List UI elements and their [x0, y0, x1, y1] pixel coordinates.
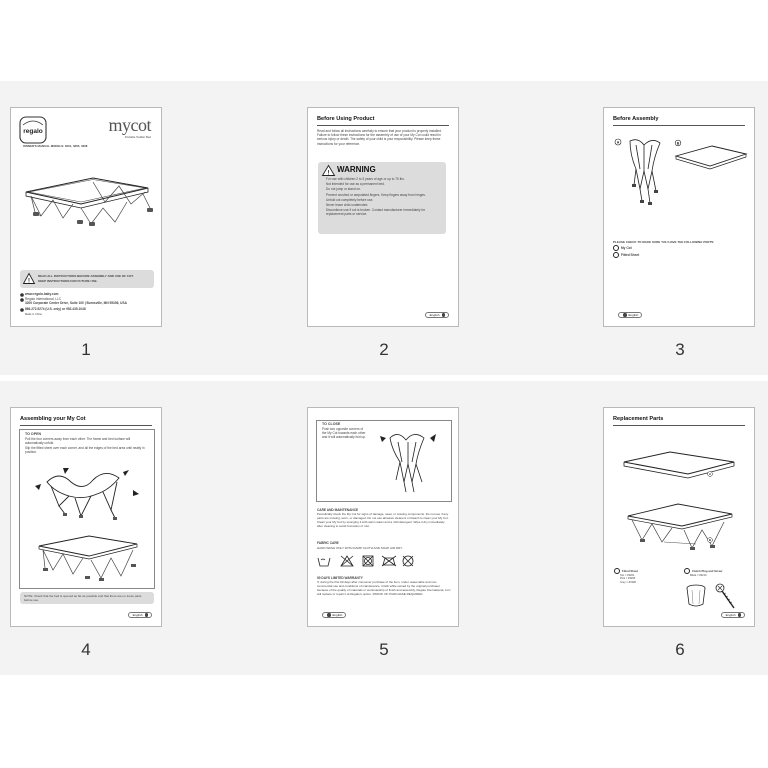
letter-a-icon [613, 245, 619, 251]
language-label: English [725, 613, 736, 617]
part-name: Fitted Sheet [621, 252, 640, 257]
page-number-5: 5 [379, 640, 389, 659]
language-badge [618, 312, 642, 318]
note-text: NOTE: Check that the bed is opened as far as possible and that there are no loose parts before use. [24, 593, 142, 602]
folding-cot-illustration [376, 424, 446, 494]
language-badge [128, 612, 152, 618]
company: Regalo International, LLC [25, 297, 62, 301]
warning-banner [20, 270, 154, 288]
svg-text:!: ! [28, 278, 30, 285]
part-name: Fitted Sheet [622, 568, 639, 573]
part-name: My Cot [621, 245, 632, 250]
warranty-heading: 90 DAYS LIMITED WARRANTY [317, 576, 363, 580]
page-number-1: 1 [81, 340, 91, 359]
brand-text: regalo [23, 128, 43, 135]
warning-title: WARNING [337, 165, 376, 174]
language-badge [322, 612, 346, 618]
title-divider [20, 425, 152, 426]
section-heading: TO CLOSE [322, 422, 341, 426]
unfolding-cot-illustration [19, 460, 155, 520]
warning-item: For use with children 2 to 5 years of age or up to 75 lbs. [326, 177, 405, 181]
warning-item: Do not jump or stand on. [326, 187, 361, 192]
page-dot-icon [623, 313, 627, 317]
page-number-3: 3 [675, 340, 685, 359]
letter-b-icon [613, 252, 619, 258]
building-icon [20, 298, 24, 302]
page-number-6: 6 [675, 640, 685, 659]
page-thumbnail-5[interactable] [307, 407, 459, 627]
care-text: Periodically check the My Cot for signs of damage, wear, or missing components. Do not use if any parts are missing, worn, or damaged. Do not use abrasive cleaners or bleach to clean your My Cot. Clean your My Cot by sponging it with warm water and a mild detergent. Wipe it dry immediately after cleaning to avoid formation of rust. [317, 512, 449, 528]
page-number-4: 4 [81, 640, 91, 659]
part-a-block [614, 568, 638, 584]
parts-check-heading: PLEASE CHECK TO MAKE SURE YOU HAVE THE FOLLOWING PARTS: [613, 240, 715, 244]
language-badge [721, 612, 745, 618]
warning-item: Not intended for use as a permanent bed. [326, 182, 385, 187]
phone-icon [20, 308, 24, 312]
page-number-2: 2 [379, 340, 389, 359]
folded-cot-illustration [614, 135, 674, 210]
product-name: mycot [108, 115, 151, 135]
parts-list [613, 245, 639, 258]
title-divider [317, 125, 449, 126]
language-badge [425, 312, 449, 318]
care-symbols [317, 554, 417, 568]
warning-line-1: READ ALL INSTRUCTIONS BEFORE ASSEMBLY AND USE OF COT. [38, 274, 134, 278]
language-label: English [332, 613, 343, 617]
warning-item: Unfold cot completely before use. [326, 197, 374, 202]
care-heading: CARE AND MAINTENANCE [317, 508, 359, 512]
page-dot-icon [442, 313, 446, 317]
open-cot-illustration [19, 524, 155, 586]
part-code: Tan = #3201 [620, 574, 635, 577]
label-a: A [616, 140, 620, 145]
intro-text: Read and follow all instructions carefully to ensure that your product is properly installed. Failure to follow these instructions for the assembly of use of your My Cot could result in serious injury or death. The safety of your child is your responsibility. Please keep these instructions for your reference. [317, 129, 442, 146]
step-1: Pull the four corners away from each other. The frame and bed surface will automatically unfold. [25, 437, 131, 446]
manual-models: OWNER'S MANUAL MODELS: 3201, 3265, 3308 [23, 144, 88, 148]
made-in: Made in China [25, 313, 42, 316]
part-code: Pink = #3265 [620, 577, 636, 581]
part-code: Black = #3210 [690, 574, 707, 577]
globe-icon [20, 293, 24, 297]
page-title: Replacement Parts [613, 416, 664, 422]
list-item [613, 245, 639, 251]
warning-item: Discontinue use if cot is broken. Contact manufacturer immediately for replacement parts or service. [326, 208, 426, 217]
warning-item: Never leave child unattended. [326, 203, 369, 208]
warning-box [318, 162, 446, 234]
warning-icon [23, 273, 35, 284]
step-2: Slip the fitted sheet over each corner, and all the edges of the bed area until neatly in position. [25, 446, 145, 455]
page-thumbnail-1[interactable] [10, 107, 162, 327]
page-dot-icon [738, 613, 742, 617]
plug-and-screw-illustration [682, 582, 742, 614]
address: 3200 Corporate Center Drive, Suite 100 | Burnsville, MN 55306, USA [25, 301, 127, 305]
language-label: English [628, 313, 639, 317]
page-thumbnail-3[interactable] [603, 107, 755, 327]
page-dot-icon [145, 613, 149, 617]
page-dot-icon [327, 613, 331, 617]
page-thumbnail-6[interactable] [603, 407, 755, 627]
page-thumbnail-4[interactable] [10, 407, 162, 627]
part-code: Grey = #3308 [620, 580, 636, 584]
page-title: Before Using Product [317, 116, 375, 122]
language-label: English [132, 613, 143, 617]
page-title: Assembling your My Cot [20, 416, 86, 422]
fitted-sheet-illustration [670, 138, 750, 178]
sheet-diagram [612, 448, 748, 494]
label-b: B [708, 538, 712, 543]
label-a: A [708, 472, 712, 477]
warning-icon [322, 165, 335, 176]
list-item [613, 252, 639, 258]
label-b: B [676, 141, 680, 146]
cot-frame-diagram [612, 496, 748, 556]
title-divider [613, 425, 745, 426]
title-divider [613, 125, 745, 126]
cot-illustration [11, 152, 162, 232]
product-subtitle: Portable Toddler Bed [124, 135, 151, 139]
svg-text:!: ! [327, 170, 330, 177]
section-heading: TO OPEN [25, 432, 42, 436]
part-b-block [684, 568, 722, 577]
note-box [20, 592, 154, 604]
part-name: Clutch Plug and Screw [692, 568, 723, 573]
fabric-heading: FABRIC CARE [317, 541, 339, 545]
warning-line-2: KEEP INSTRUCTIONS FOR FUTURE USE. [38, 279, 98, 283]
close-text: Push two opposite corners of the My Cot towards each other and it will automatically fold up. [322, 427, 366, 440]
fabric-text: HAND WASH ONLY WITH DAMP CLOTH AND SOAP. AIR DRY. [317, 546, 403, 550]
website: www.regalo-baby.com [25, 292, 59, 296]
page-thumbnail-2[interactable] [307, 107, 459, 327]
page-title: Before Assembly [613, 116, 659, 122]
language-label: English [429, 313, 440, 317]
warranty-text: If, during the first 90 days after consumer purchase of the item, under reasonable and non-commercial use and conditions of maintenance, it fails while owned by the original purchaser because of the quality of materials or workmanship of finish and assembly, Regalo International, LLC will replace or repair it at Regalo's option. PROOF OF PURCHASE REQUIRED. [317, 580, 451, 596]
warning-list [326, 177, 442, 217]
warning-item: Prevent crushed or amputated fingers. Keep fingers away from hinges. [326, 192, 426, 197]
phone: 866.272.5274 (U.S. only) or 952.435.1048 [25, 307, 86, 311]
